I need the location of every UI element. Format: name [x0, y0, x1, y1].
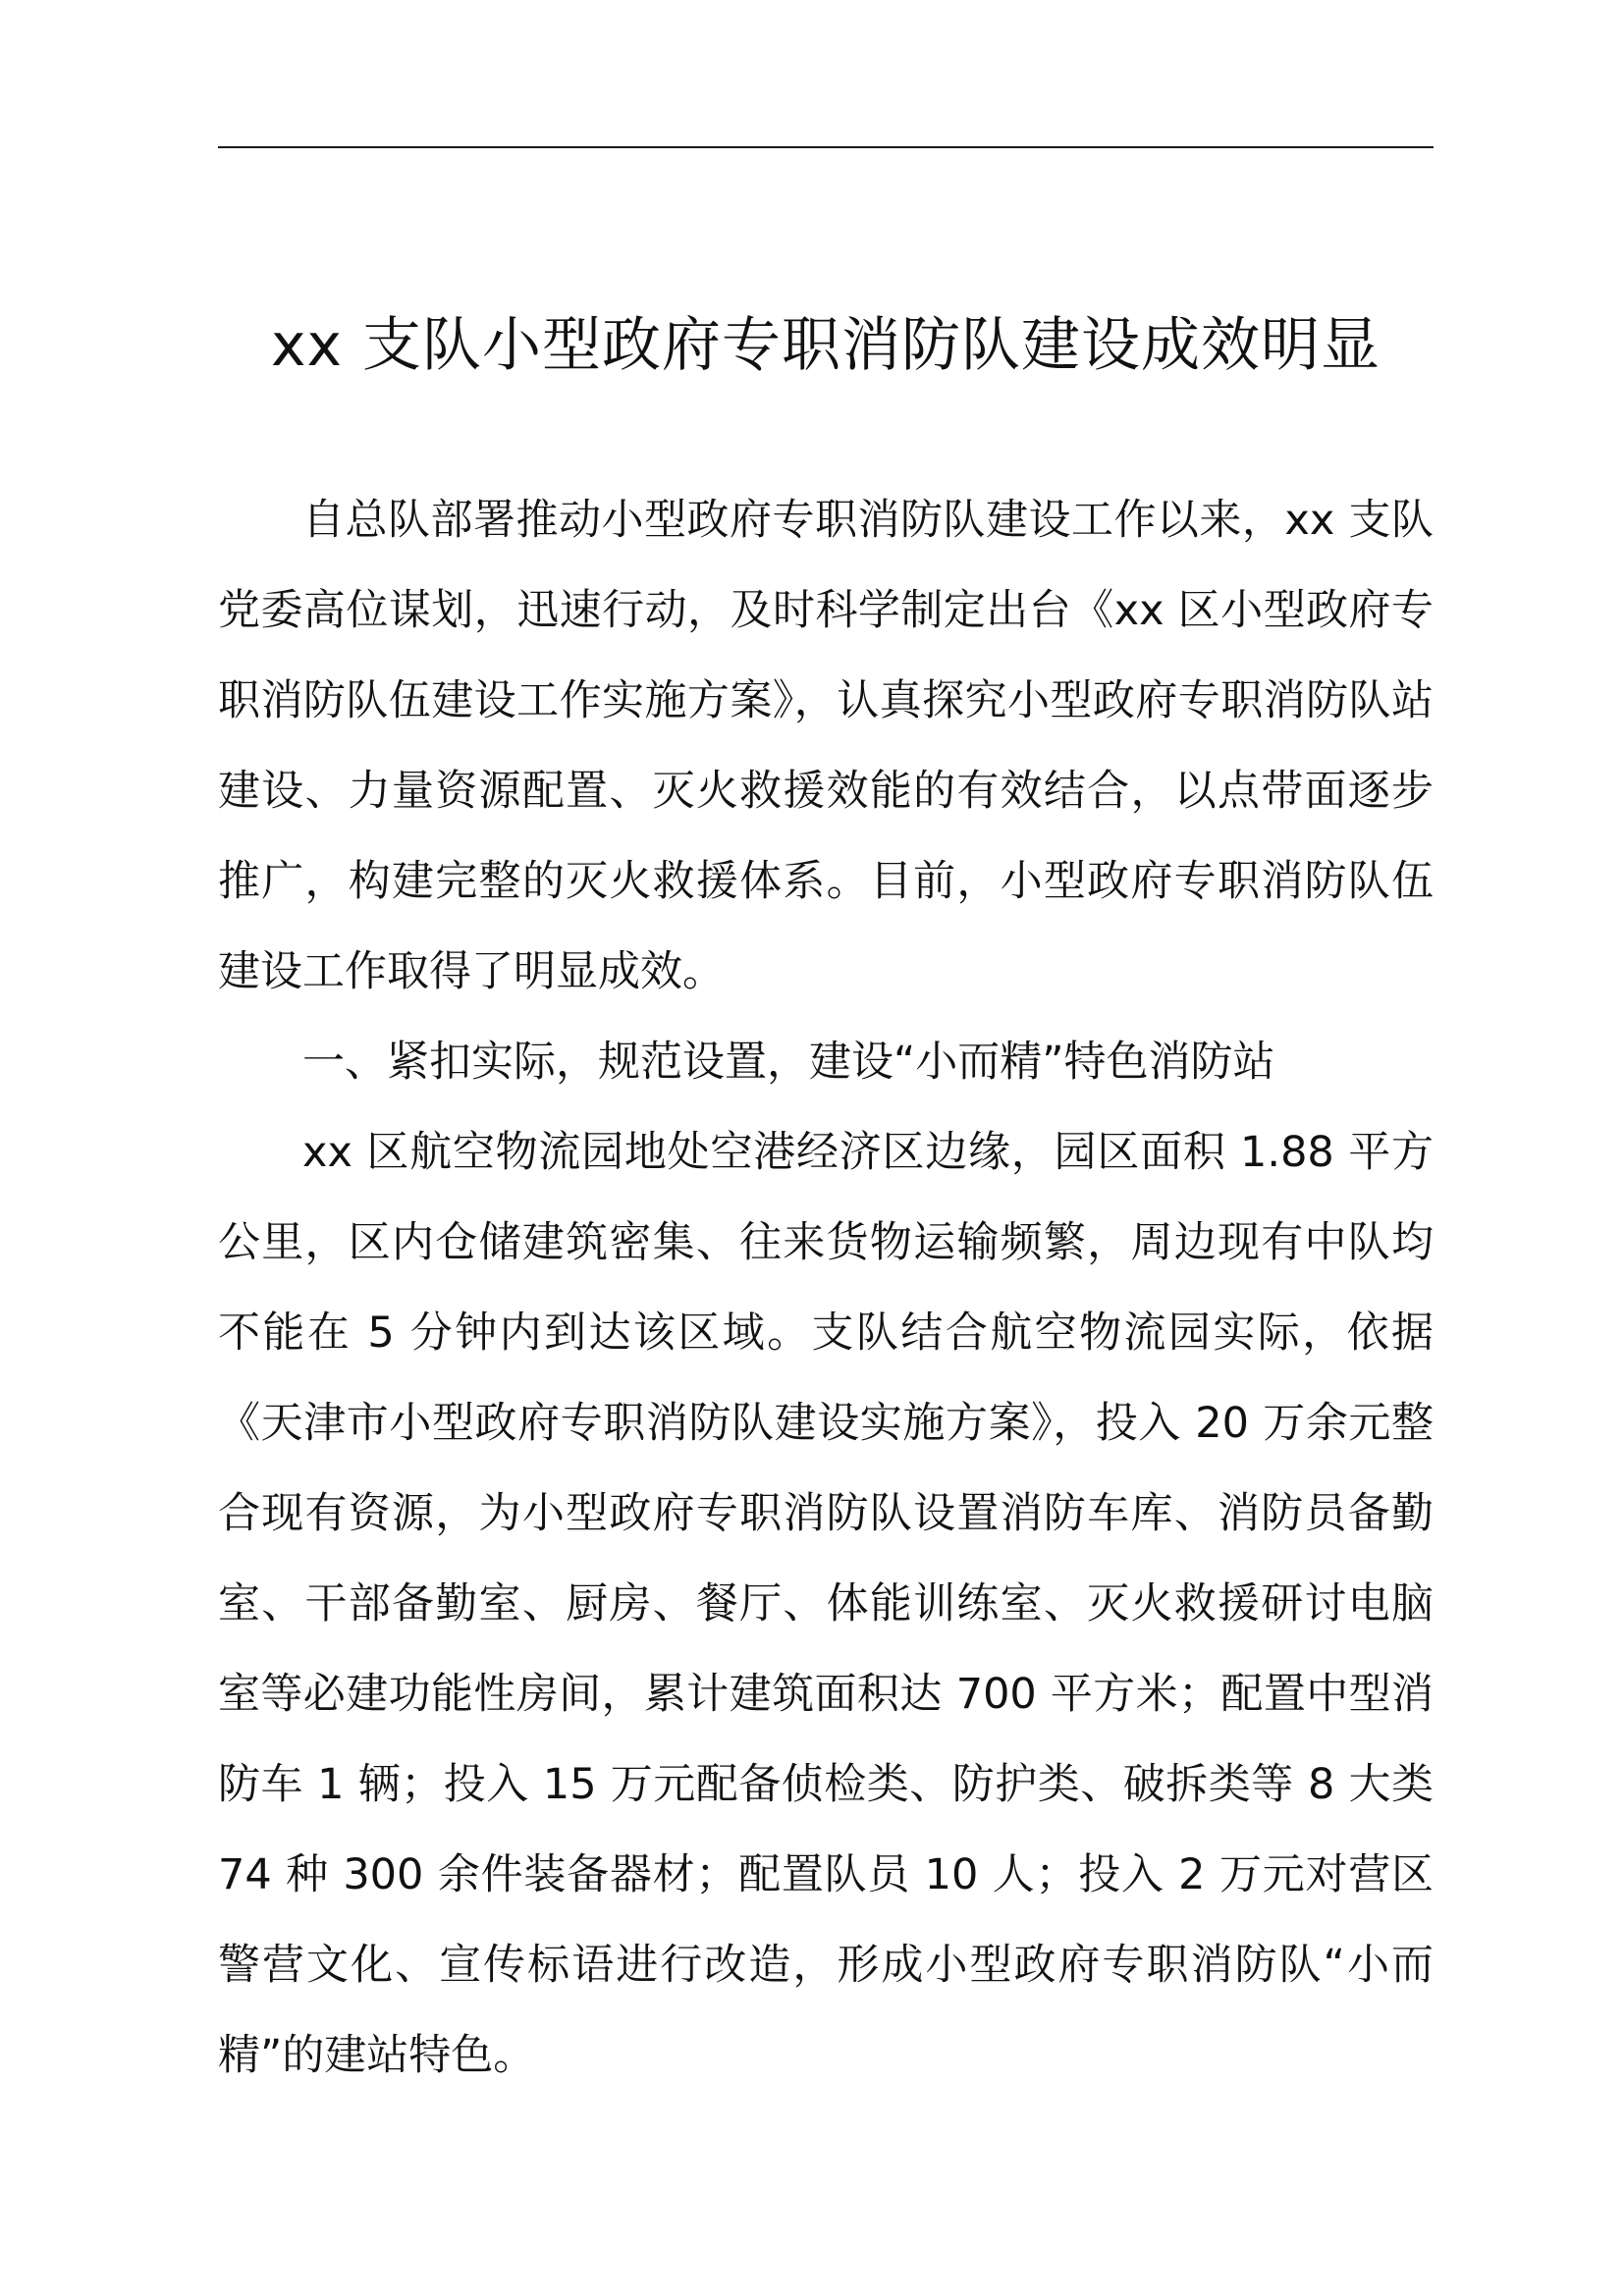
section-heading-1: 一、紧扣实际，规范设置，建设“小而精”特色消防站: [302, 1038, 1275, 1087]
document-body: [218, 475, 1434, 2101]
section-paragraph-1: xx 区航空物流园地处空港经济区边缘，园区面积 1.88 平方公里，区内仓储建筑密集、往来货物运输频繁，周边现有中队均不能在 5 分钟内到达该区域。支队结合航空物流园实际，依据《天津市小型政府专职消防队建设实施方案》，投入 20 万余元整合现有资源，为小型政府专职消防队设置消防车库、消防员备勤室、干部备勤室、厨房、餐厅、体能训练室、灭火救援研讨电脑室等必建功能性房间，累计建筑面积达 700 平方米；配置中型消防车 1 辆；投入 15 万元配备侦检类、防护类、破拆类等 8 大类 74 种 300 余件装备器材；配置队员 10 人；投入 2 万元对营区警营文化、宣传标语进行改造，形成小型政府专职消防队“小而精”的建站特色。: [218, 1128, 1434, 2080]
header-rule: [218, 146, 1434, 148]
document-title: xx 支队小型政府专职消防队建设成效明显: [270, 311, 1381, 380]
intro-paragraph: 自总队部署推动小型政府专职消防队建设工作以来，xx 支队党委高位谋划，迅速行动，及时科学制定出台《xx 区小型政府专职消防队伍建设工作实施方案》，认真探究小型政府专职消防队站建设、力量资源配置、灭火救援效能的有效结合，以点带面逐步推广，构建完整的灭火救援体系。目前，小型政府专职消防队伍建设工作取得了明显成效。: [218, 496, 1434, 996]
